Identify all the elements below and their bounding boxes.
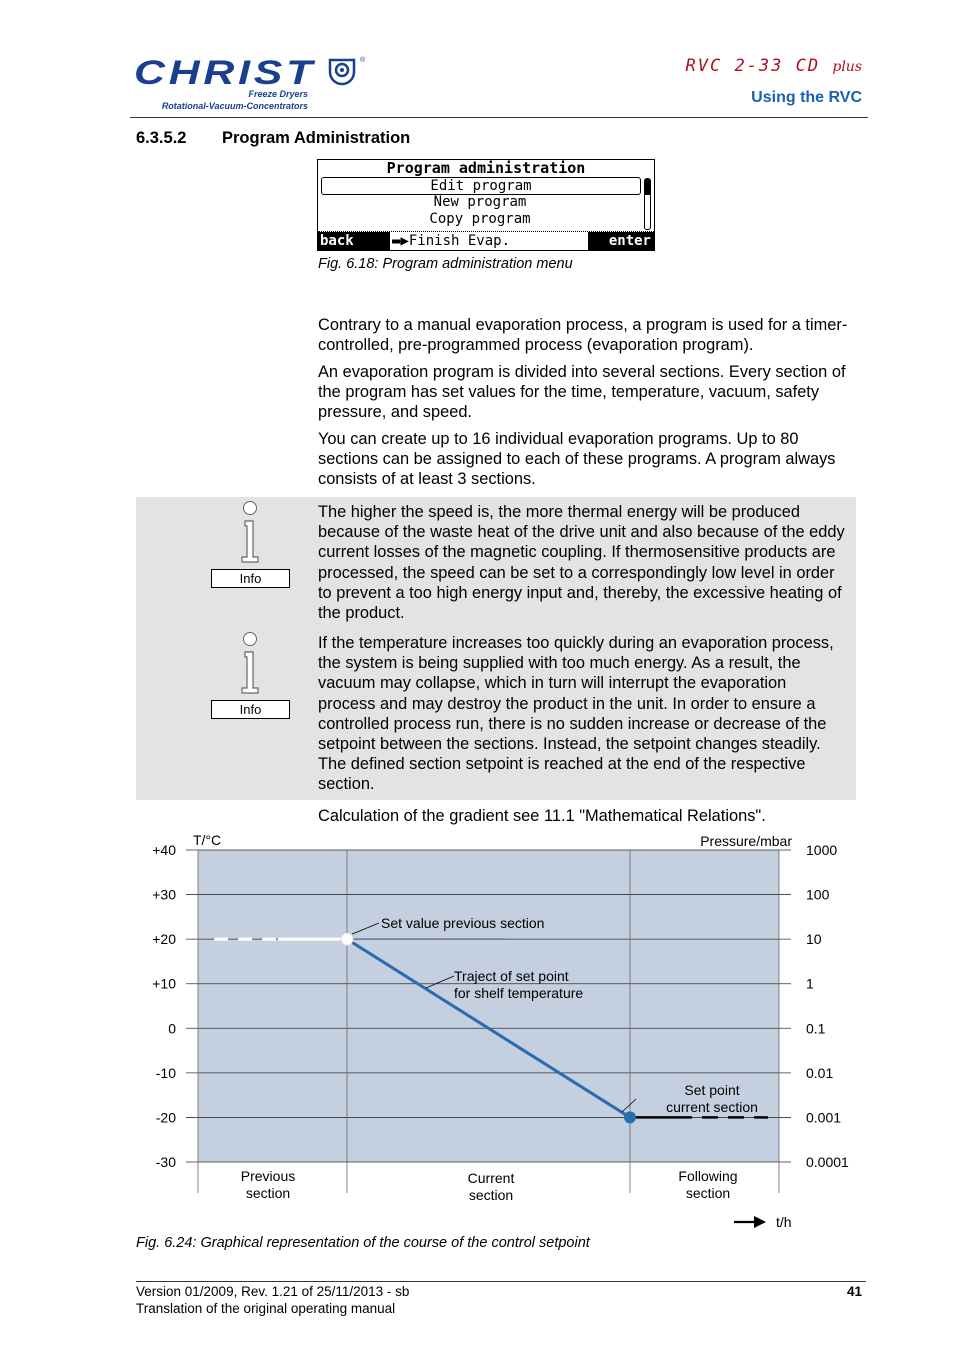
plot-area (198, 850, 779, 1162)
y2-tick-label: 0.1 (806, 1020, 826, 1037)
x-axis-label: t/h (776, 1214, 792, 1230)
y-tick-label: -20 (155, 1109, 176, 1126)
setpoint-chart (136, 828, 849, 1238)
lcd-item-new-program[interactable]: New program (433, 194, 527, 210)
section-label: Previous section (240, 1168, 296, 1201)
y-tick-label: +30 (152, 886, 176, 903)
y2-tick-label: 0.0001 (806, 1154, 849, 1170)
svg-text:®: ® (360, 57, 366, 64)
annotation-label: Traject of set point for shelf temperature (454, 968, 584, 1001)
info-label: Info (211, 569, 290, 588)
y2-tick-label: 1000 (806, 842, 838, 858)
y-tick-label: 0 (168, 1020, 176, 1037)
section-label: Following section (678, 1168, 738, 1201)
figure-caption-6-24: Fig. 6.24: Graphical representation of the course of the control setpoint (136, 1235, 590, 1251)
lcd-enter-softkey[interactable]: enter (588, 232, 654, 250)
info-label: Info (211, 700, 290, 719)
lcd-display (317, 159, 655, 251)
lcd-back-softkey[interactable]: back (318, 232, 390, 250)
battery-icon: ▬ (392, 233, 401, 249)
paragraph-3: You can create up to 16 individual evaporation programs. Up to 80 sections can be assigned to each of these programs. A program always consists of at least 3 sections. (318, 430, 836, 489)
y2-tick-label: 0.001 (806, 1109, 842, 1126)
lcd-scrollbar (644, 178, 651, 230)
info-box (136, 497, 856, 800)
brand-emblem-icon (330, 60, 354, 84)
y2-tick-label: 100 (806, 886, 830, 903)
lcd-item-copy-program[interactable]: Copy program (429, 211, 531, 227)
annotation-label: Set point current section (666, 1082, 758, 1115)
section-heading (136, 129, 410, 148)
info-text-1: The higher the speed is, the more thermal energy will be produced because of the waste heat of the drive unit and also because of the eddy current losses of the magnetic coupling. If thermosensitive products are processed, the speed can be set to a correspondingly low level in order to prevent a too high energy input and, thereby, the excessive heating of the product. (318, 503, 845, 623)
y-tick-label: +20 (152, 931, 176, 948)
brand-sub2: Rotational-Vacuum-Concentrators (161, 101, 308, 111)
product-suffix: plus (832, 59, 862, 75)
footer-translation: Translation of the original operating manual (136, 1301, 396, 1316)
heading-title: Program Administration (222, 129, 411, 147)
setpoint-marker-current (624, 1111, 636, 1123)
setpoint-marker-previous (341, 933, 353, 945)
lcd-item-edit-program[interactable]: Edit program (321, 177, 641, 195)
brand-sub1: Freeze Dryers (248, 89, 308, 99)
y-tick-label: +40 (152, 842, 176, 858)
y-tick-label: -10 (155, 1064, 176, 1081)
footer-divider (136, 1281, 866, 1282)
header-divider (130, 117, 868, 118)
y-tick-label: +10 (152, 975, 176, 992)
time-arrow-head-icon (754, 1216, 766, 1228)
info-icon (211, 501, 291, 591)
section-label: Current section (467, 1170, 515, 1203)
setpoint-chart-svg (136, 828, 849, 1233)
page-number: 41 (846, 1284, 862, 1299)
product-model: RVC 2-33 CD (685, 56, 821, 76)
y2-axis-label: Pressure/mbar (700, 833, 792, 849)
brand-text: CHRIST (134, 54, 317, 92)
y-axis-label: T/°C (193, 832, 222, 848)
gradient-note: Calculation of the gradient see 11.1 "Mathematical Relations". (318, 807, 766, 825)
heading-number: 6.3.5.2 (136, 129, 187, 147)
y2-tick-label: 1 (806, 975, 814, 992)
y2-tick-label: 10 (806, 931, 822, 948)
lcd-middle-label: Finish Evap. (408, 233, 511, 249)
info-text-2: If the temperature increases too quickly during an evaporation process, the system is being supplied with too much energy. As a result, the vacuum may collapse, which in turn will interrupt the evaporation process and may destroy the product in the unit. In order to ensure a controlled process run, there is no sudden increase or decrease of the setpoint between the sections. Instead, the setpoint changes steadily. The defined section setpoint is reached at the end of the respective section. (318, 634, 834, 794)
footer-version: Version 01/2009, Rev. 1.21 of 25/11/2013 - sb (136, 1284, 410, 1299)
lcd-title: Program administration (386, 159, 586, 177)
lcd-finish-evap-softkey[interactable] (392, 232, 510, 250)
info-icon (211, 632, 291, 722)
paragraph-1: Contrary to a manual evaporation process, a program is used for a timer-controlled, pre-programmed process (evaporation program). (318, 316, 848, 355)
y2-tick-label: 0.01 (806, 1064, 834, 1081)
lcd-softkey-bar (318, 231, 654, 250)
christ-logo (130, 50, 370, 115)
section-title: Using the RVC (751, 89, 862, 106)
y-tick-label: -30 (155, 1154, 176, 1170)
figure-caption-6-18: Fig. 6.18: Program administration menu (318, 256, 573, 272)
product-name (686, 56, 862, 76)
annotation-label: Set value previous section (381, 915, 545, 931)
paragraph-2: An evaporation program is divided into several sections. Every section of the program has set values for the time, temperature, vacuum, safety pressure, and speed. (318, 363, 846, 422)
christ-logo-graphic (130, 50, 370, 115)
play-icon: ▶ (400, 233, 409, 249)
